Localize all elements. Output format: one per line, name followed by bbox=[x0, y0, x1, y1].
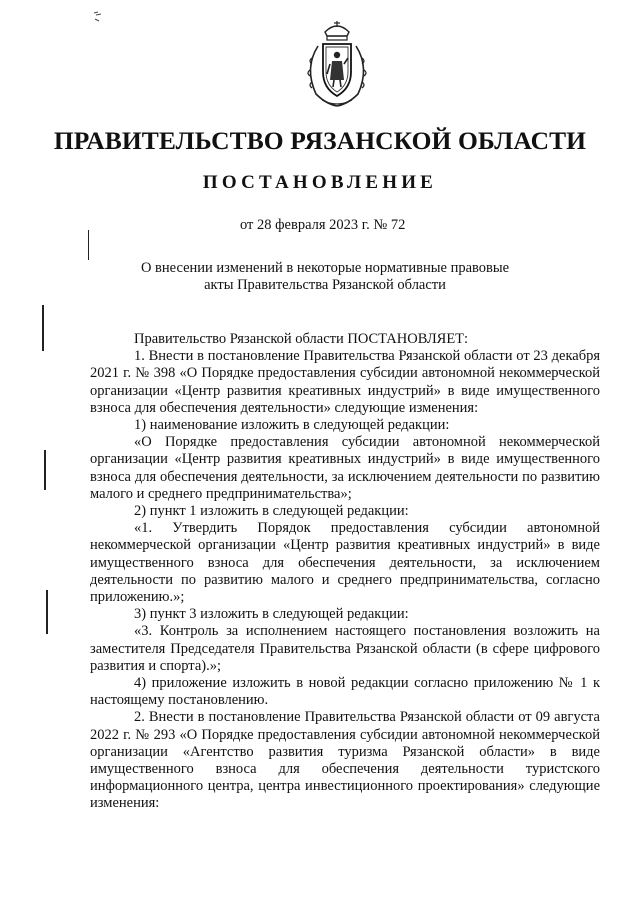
scan-margin-mark bbox=[42, 305, 44, 351]
scan-margin-mark bbox=[46, 590, 48, 634]
body-paragraph-quote-3: «3. Контроль за исполнением настоящего постановления возложить на заместителя Председателя Правительства Рязанской области (в сфере цифрового развития и спорта).»; bbox=[90, 623, 600, 674]
document-body bbox=[90, 331, 600, 813]
document-type-heading: ПОСТАНОВЛЕНИЕ bbox=[202, 172, 438, 193]
scan-margin-mark bbox=[88, 230, 89, 260]
scan-mark-icon bbox=[92, 10, 106, 24]
body-paragraph-item-1: 1. Внести в постановление Правительства Рязанской области от 23 декабря 2021 г. № 398 «О Порядке предоставления субсидии автономной некоммерческой организации «Центр развития креативных индустрий» в виде имущественного взноса для обеспечения деятельности» следующие изменения: bbox=[90, 348, 600, 416]
scan-margin-mark bbox=[44, 450, 46, 490]
issuing-authority-title: ПРАВИТЕЛЬСТВО РЯЗАНСКОЙ ОБЛАСТИ bbox=[53, 126, 587, 155]
body-paragraph-subitem-3: 3) пункт 3 изложить в следующей редакции: bbox=[134, 606, 409, 623]
document-subject bbox=[100, 260, 550, 294]
coat-of-arms-icon bbox=[296, 18, 378, 110]
document-date-number: от 28 февраля 2023 г. № 72 bbox=[240, 217, 406, 233]
body-paragraph-subitem-2: 2) пункт 1 изложить в следующей редакции: bbox=[134, 503, 409, 520]
body-paragraph-quote-1: «О Порядке предоставления субсидии автономной некоммерческой организации «Центр развития креативных индустрий» в виде имущественного взноса для обеспечения деятельности, за исключением деятельности по развитию малого и среднего предпринимательства»; bbox=[90, 434, 600, 502]
body-paragraph-preamble: Правительство Рязанской области ПОСТАНОВЛЯЕТ: bbox=[134, 331, 469, 347]
subject-line-1: О внесении изменений в некоторые нормативные правовые bbox=[140, 260, 510, 276]
body-paragraph-subitem-4: 4) приложение изложить в новой редакции согласно приложению № 1 к настоящему постановлению. bbox=[90, 675, 600, 709]
subject-line-2: акты Правительства Рязанской области bbox=[204, 277, 446, 293]
body-paragraph-item-2: 2. Внести в постановление Правительства Рязанской области от 09 августа 2022 г. № 293 «О Порядке предоставления субсидии автономной некоммерческой организации «Агентство развития туризма Рязанской области» в виде имущественного взноса для обеспечения деятельности туристского информационного центра, центра инвестиционного проектирования» следующие изменения: bbox=[90, 709, 600, 812]
body-paragraph-subitem-1: 1) наименование изложить в следующей редакции: bbox=[134, 417, 450, 434]
body-paragraph-quote-2: «1. Утвердить Порядок предоставления субсидии автономной некоммерческой организации «Центр развития креативных индустрий» в виде имущественного взноса для обеспечения деятельности, за исключением деятельности по развитию малого и среднего предпринимательства, согласно приложению.»; bbox=[90, 520, 600, 606]
